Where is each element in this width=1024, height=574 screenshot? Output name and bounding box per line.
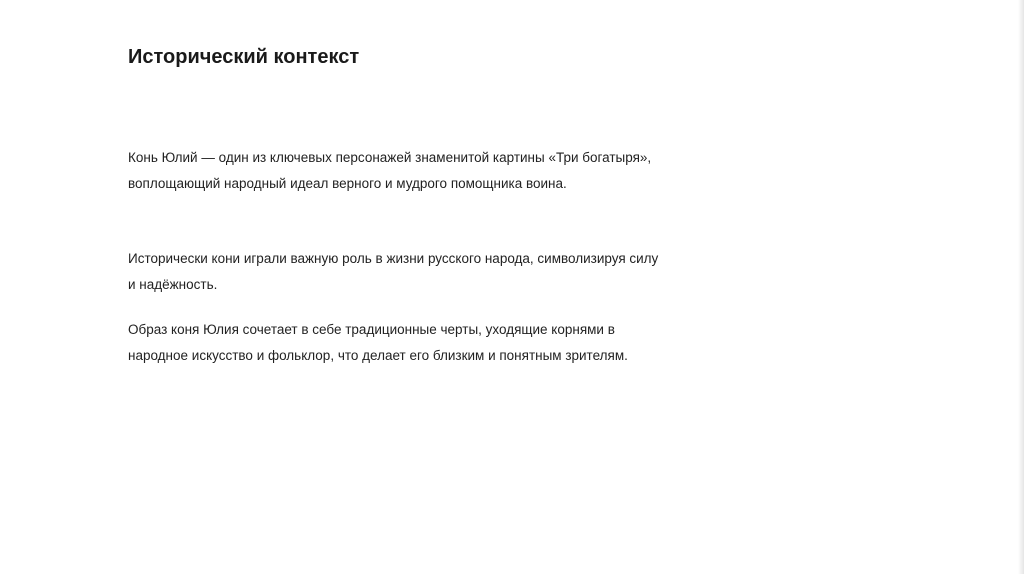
paragraph-line: народное искусство и фольклор, что делает его близким и понятным зрителям. (128, 348, 628, 363)
paragraph-intro (128, 145, 688, 197)
paragraph-line: Исторически кони играли важную роль в жизни русского народа, символизируя силу (128, 251, 659, 266)
slide-edge-shadow (1018, 0, 1024, 574)
slide-title: Исторический контекст (128, 46, 360, 68)
paragraph-line: Образ коня Юлия сочетает в себе традиционные черты, уходящие корнями в (128, 322, 615, 337)
paragraph-folklore (128, 317, 688, 369)
paragraph-line: воплощающий народный идеал верного и мудрого помощника воина. (128, 176, 567, 191)
paragraph-line: и надёжность. (128, 277, 218, 292)
paragraph-history (128, 246, 688, 298)
paragraph-line: Конь Юлий — один из ключевых персонажей знаменитой картины «Три богатыря», (128, 150, 652, 165)
